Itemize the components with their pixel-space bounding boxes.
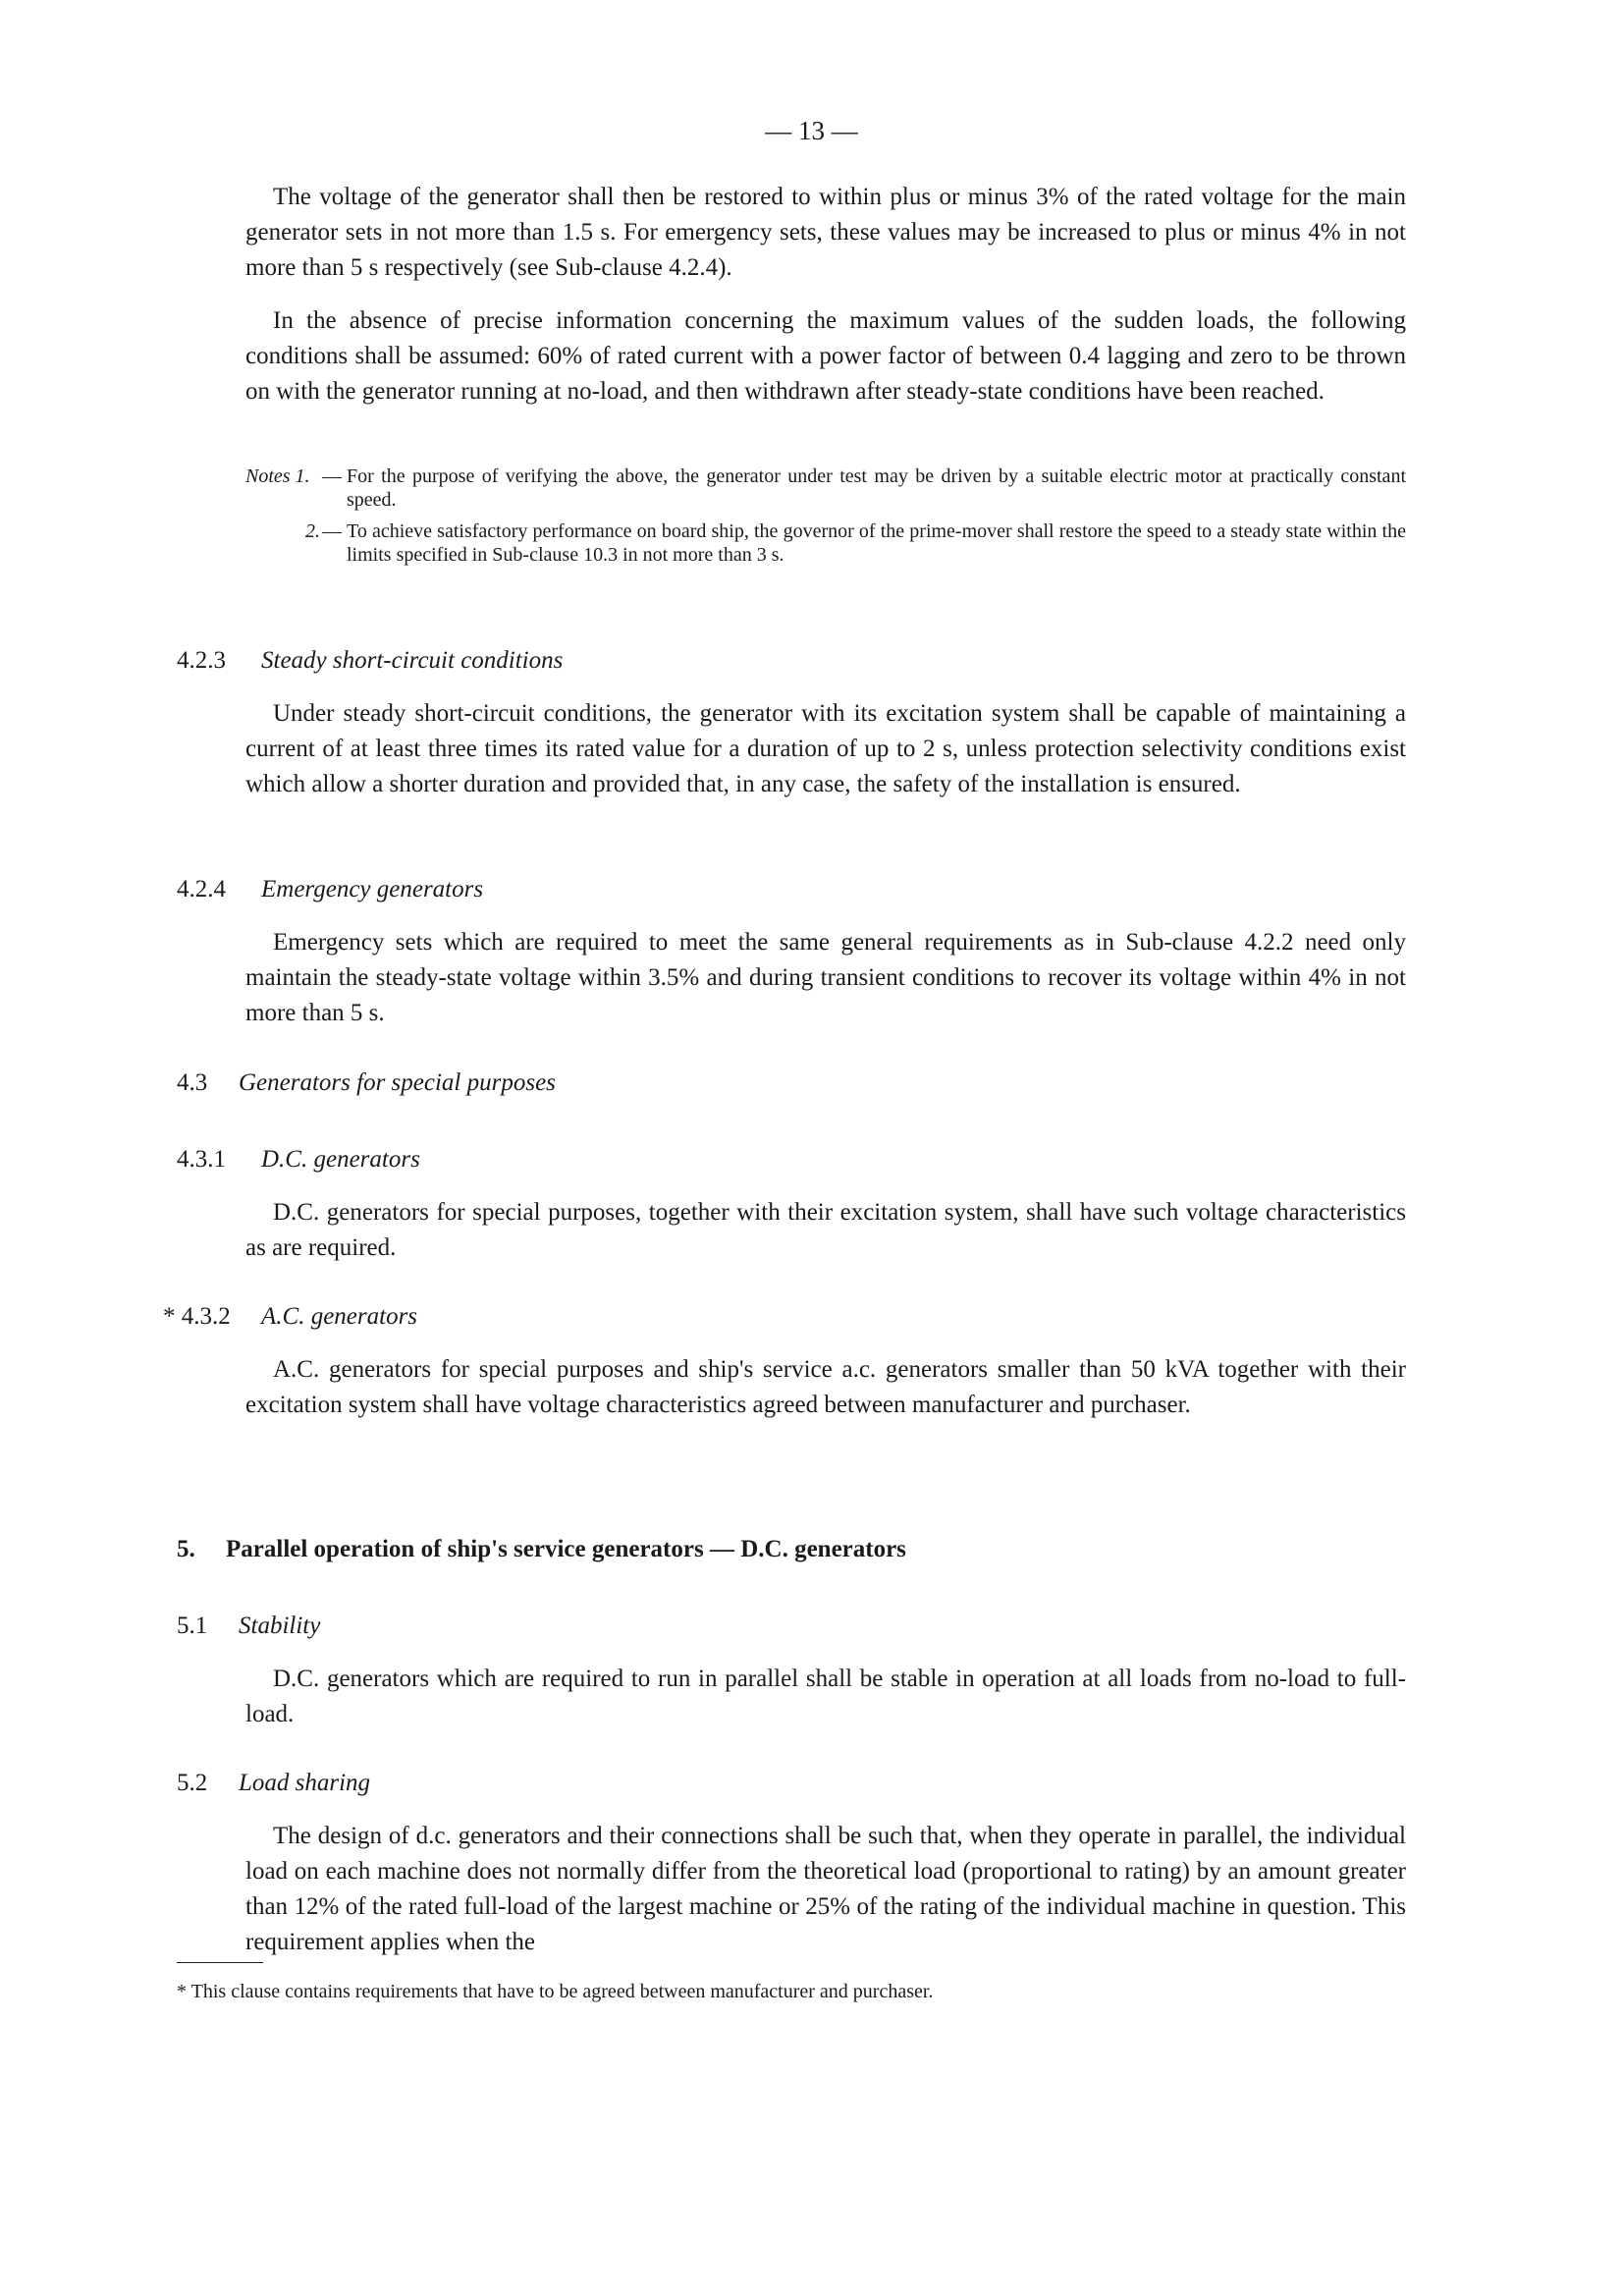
footnote: * This clause contains requirements that have to be agreed between manufacturer and purchaser. — [177, 1981, 934, 2002]
heading-number: 5. — [177, 1536, 195, 1562]
note-2-dash: — — [322, 520, 342, 542]
note-2-text: To achieve satisfactory performance on board ship, the governor of the prime-mover shall restore the speed to a steady state within the limits specified in Sub-clause 10.3 in not more than 3 s. — [347, 520, 1406, 566]
heading-4-3-2 — [163, 1299, 417, 1335]
heading-number: 4.3 — [177, 1069, 208, 1096]
heading-number: 5.1 — [177, 1613, 208, 1639]
paragraph-stability: D.C. generators which are required to run in parallel shall be stable in operation at all loads from no-load to full-load. — [245, 1666, 1406, 1727]
notes-label: Notes 1. — [245, 465, 310, 487]
heading-title: Emergency generators — [261, 876, 484, 902]
heading-number: 4.2.4 — [177, 876, 226, 902]
note-2-label: 2. — [305, 520, 320, 542]
heading-5 — [177, 1532, 906, 1567]
paragraph-short-circuit: Under steady short-circuit conditions, the generator with its excitation system shall be capable of maintaining a current of at least three times its rated value for a duration of up to 2 s, unless protection selectivity conditions exist which allow a shorter duration and provided that, in any case, the safety of the installation is ensured. — [245, 700, 1406, 797]
paragraph-voltage-restore: The voltage of the generator shall then be restored to within plus or minus 3% of the rated voltage for the main generator sets in not more than 1.5 s. For emergency sets, these values may be increased to plus or minus 4% in not more than 5 s respectively (see Sub-clause 4.2.4). — [245, 184, 1406, 281]
heading-5-1 — [177, 1609, 320, 1644]
heading-number: 5.2 — [177, 1770, 208, 1796]
heading-title: Stability — [239, 1613, 321, 1639]
note-1-dash: — — [322, 465, 342, 487]
heading-title: D.C. generators — [261, 1146, 420, 1173]
note-1 — [245, 465, 1406, 512]
paragraph-ac-special: A.C. generators for special purposes and ship's service a.c. generators smaller than 50 kVA together with their excitation system shall have voltage characteristics agreed between manufacturer and purchaser. — [245, 1356, 1406, 1418]
heading-number: 4.3.1 — [177, 1146, 226, 1173]
heading-4-2-3 — [177, 643, 563, 679]
page-number: — 13 — — [765, 116, 858, 145]
paragraph-emergency: Emergency sets which are required to meet the same general requirements as in Sub-clause 4.2.2 need only maintain the steady-state voltage within 3.5% and during transient conditions to recover its voltage within 4% in not more than 5 s. — [245, 929, 1406, 1026]
heading-5-2 — [177, 1766, 370, 1801]
heading-4-3-1 — [177, 1142, 420, 1177]
heading-title: Parallel operation of ship's service generators — D.C. generators — [226, 1536, 906, 1562]
heading-title: Load sharing — [239, 1770, 371, 1796]
footnote-divider — [177, 1962, 263, 1963]
notes-block — [245, 465, 1406, 567]
heading-title: Generators for special purposes — [239, 1069, 556, 1096]
note-1-text: For the purpose of verifying the above, the generator under test may be driven by a suitable electric motor at practically constant speed. — [347, 465, 1406, 511]
heading-number: * 4.3.2 — [163, 1303, 231, 1330]
heading-4-2-4 — [177, 872, 483, 907]
paragraph-sudden-loads: In the absence of precise information concerning the maximum values of the sudden loads, the following conditions shall be assumed: 60% of rated current with a power factor of between 0.4 lagging and zero to be thrown on with the generator running at no-load, and then withdrawn after steady-state conditions have been reached. — [245, 307, 1406, 405]
paragraph-dc-special: D.C. generators for special purposes, together with their excitation system, shall have such voltage characteristics as are required. — [245, 1199, 1406, 1261]
heading-4-3 — [177, 1066, 556, 1101]
heading-title: A.C. generators — [261, 1303, 418, 1330]
heading-number: 4.2.3 — [177, 647, 226, 674]
paragraph-load-sharing: The design of d.c. generators and their connections shall be such that, when they operate in parallel, the individual load on each machine does not normally differ from the theoretical load (proportional to rating) by an amount greater than 12% of the rated full-load of the largest machine or 25% of the rating of the individual machine in question. This requirement applies when the — [245, 1823, 1406, 1955]
note-2 — [245, 519, 1406, 567]
heading-title: Steady short-circuit conditions — [261, 647, 564, 674]
